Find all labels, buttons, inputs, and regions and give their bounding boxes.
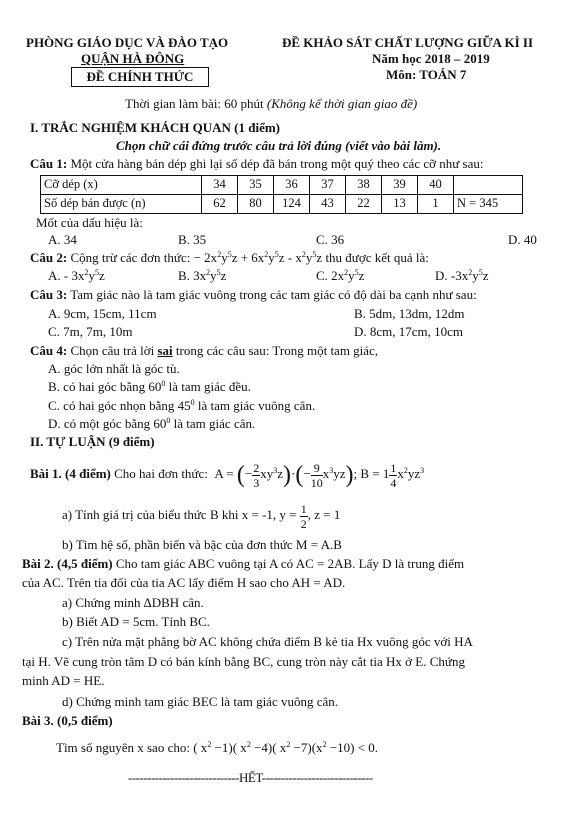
bai3-prompt bbox=[56, 740, 378, 756]
q2-option-c: C. $2x^2y^5z$ bbox=[316, 268, 365, 283]
section1-title: I. TRẮC NGHIỆM KHÁCH QUAN (1 điểm) bbox=[30, 120, 281, 135]
q1-text: Một cửa hàng bán dép ghi lại số dép đã bán trong một quý theo các cỡ như sau: bbox=[70, 156, 484, 171]
q2-prompt bbox=[30, 250, 429, 266]
q3-label: Câu 3: bbox=[30, 287, 68, 302]
bai2-label: Bài 2. (4,5 điểm) bbox=[22, 556, 113, 571]
bai2-part-c-line3: minh AD = HE. bbox=[22, 673, 105, 688]
q3-prompt bbox=[30, 287, 477, 303]
school-year: Năm học 2018 – 2019 bbox=[372, 51, 490, 66]
bai2-part-c-line1: c) Trên nửa mặt phẳng bờ AC không chứa điểm B kẻ tia Hx vuông góc với HA bbox=[62, 634, 473, 649]
q2-text-pre: Cộng trừ các đơn thức: bbox=[70, 250, 191, 265]
q1-option-d: D. 40 bbox=[508, 232, 537, 247]
bai1-prompt bbox=[30, 457, 424, 491]
bai3-text: Tìm số nguyên x sao cho: bbox=[56, 740, 190, 755]
q4-text-pre: Chọn câu trả lời bbox=[70, 343, 155, 358]
subject: Môn: TOÁN 7 bbox=[386, 67, 467, 82]
time-note: (Không kể thời gian giao đề) bbox=[266, 96, 418, 111]
size-cell: 35 bbox=[238, 176, 274, 195]
q4-label: Câu 4: bbox=[30, 343, 68, 358]
exam-title: ĐỀ KHẢO SÁT CHẤT LƯỢNG GIỮA KÌ II bbox=[282, 35, 534, 50]
time-limit: Thời gian làm bài: 60 phút bbox=[125, 96, 264, 111]
size-cell: 39 bbox=[382, 176, 418, 195]
q1-label: Câu 1: bbox=[30, 156, 68, 171]
size-cell: 38 bbox=[346, 176, 382, 195]
section1-instruction: Chọn chữ cái đứng trước câu trả lời đúng (viết vào bài làm). bbox=[116, 138, 442, 153]
q4-keyword: sai bbox=[157, 343, 173, 358]
q2-option-d: D. $-3x^2y^5z$ bbox=[435, 268, 489, 283]
section2-title: II. TỰ LUẬN (9 điểm) bbox=[30, 434, 155, 449]
q3-option-a: A. 9cm, 15cm, 11cm bbox=[48, 306, 157, 321]
size-cell: 36 bbox=[274, 176, 310, 195]
district-name: QUẬN HÀ ĐÔNG bbox=[81, 51, 185, 66]
time-line bbox=[125, 96, 417, 112]
q1-mode-question: Mốt của dấu hiệu là: bbox=[36, 215, 143, 230]
q4-option-b: B. có hai góc bằng $60^0$ là tam giác đều. bbox=[48, 379, 251, 394]
q2-label: Câu 2: bbox=[30, 250, 68, 265]
count-cell: 1 bbox=[418, 195, 454, 214]
q2-option-a: A. - $3x^2y^5z$ bbox=[48, 268, 105, 283]
bai1-label: Bài 1. (4 điểm) bbox=[30, 466, 111, 481]
count-cell: 22 bbox=[346, 195, 382, 214]
q4-option-a: A. góc lớn nhất là góc tù. bbox=[48, 361, 180, 376]
bai2-line1: Cho tam giác ABC vuông tại A có AC = 2AB. Lấy D là trung điểm bbox=[115, 556, 465, 571]
bai2-prompt bbox=[22, 556, 464, 572]
bai3-label: Bài 3. (0,5 điểm) bbox=[22, 713, 113, 728]
count-cell: 124 bbox=[274, 195, 310, 214]
table-header-size: Cỡ dép (x) bbox=[41, 176, 202, 195]
q1-option-a: A. 34 bbox=[48, 232, 77, 247]
bai3-inequality: ( $x^2 -1$)( $x^2 -4$)( $x^2 -7)(x^2 -10) < 0$. bbox=[193, 740, 379, 755]
q4-option-d: D. có một góc bằng $60^0$ là tam giác cân. bbox=[48, 416, 256, 431]
bai1-monomial-b: B = 1 $\frac{1}{4}$ $x^2yz^3$ bbox=[360, 460, 425, 490]
q3-text: Tam giác nào là tam giác vuông trong các tam giác có độ dài ba cạnh như sau: bbox=[70, 287, 477, 302]
department-name: PHÒNG GIÁO DỤC VÀ ĐÀO TẠO bbox=[26, 35, 229, 50]
size-cell: 40 bbox=[418, 176, 454, 195]
count-cell: 13 bbox=[382, 195, 418, 214]
q2-expression: − $2x^2y^5z + 6x^2y^5z - x^2y^5z$ bbox=[193, 250, 323, 265]
bai1-text: Cho hai đơn thức: bbox=[114, 466, 208, 481]
q1-prompt bbox=[30, 156, 483, 172]
bai2-part-b: b) Biết AD = 5cm. Tính BC. bbox=[62, 614, 210, 629]
q2-option-b: B. $3x^2y^5z$ bbox=[178, 268, 227, 283]
q1-option-b: B. 35 bbox=[178, 232, 207, 247]
bai2-part-a: a) Chứng minh ∆DBH cân. bbox=[62, 595, 204, 610]
q2-text-post: thu được kết quả là: bbox=[325, 250, 429, 265]
q3-option-b: B. 5dm, 13dm, 12dm bbox=[354, 306, 465, 321]
bai1-part-a: a) Tính giá trị của biểu thức B khi x = -1, y = $\frac{1}{2}$ , z = 1 bbox=[62, 501, 341, 531]
q1-option-c: C. 36 bbox=[316, 232, 345, 247]
bai2-part-c-line2: tại H. Vẽ cung tròn tâm D có bán kính bằng BC, cung tròn này cắt tia Hx ở E. Chứng bbox=[22, 654, 465, 669]
empty-cell bbox=[454, 176, 523, 195]
table-row bbox=[41, 195, 523, 214]
bai2-part-d: d) Chứng minh tam giác BEC là tam giác vuông cân. bbox=[62, 694, 339, 709]
size-cell: 34 bbox=[202, 176, 238, 195]
q3-option-d: D. 8cm, 17cm, 10cm bbox=[354, 324, 464, 339]
size-cell: 37 bbox=[310, 176, 346, 195]
table-header-count: Số dép bán được (n) bbox=[41, 195, 202, 214]
count-cell: 80 bbox=[238, 195, 274, 214]
q3-option-c: C. 7m, 7m, 10m bbox=[48, 324, 133, 339]
bai1-monomial-a: A = (− $\frac{2}{3}$ $xy^3z)\cdot(-$ $\frac{9}{10}$ $x^3yz$); bbox=[211, 460, 358, 490]
q4-text-post: trong các câu sau: Trong một tam giác, bbox=[175, 343, 379, 358]
count-cell: 43 bbox=[310, 195, 346, 214]
official-stamp: ĐỀ CHÍNH THỨC bbox=[71, 67, 209, 87]
bai1-part-b: b) Tìm hệ số, phần biến và bậc của đơn thức M = A.B bbox=[62, 537, 342, 552]
q4-prompt bbox=[30, 343, 378, 359]
count-cell: 62 bbox=[202, 195, 238, 214]
bai2-line2: của AC. Trên tia đối của tia AC lấy điểm H sao cho AH = AD. bbox=[22, 575, 346, 590]
q1-frequency-table bbox=[40, 175, 523, 214]
table-row bbox=[41, 176, 523, 195]
q4-option-c: C. có hai góc nhọn bằng $45^0$ là tam giác vuông cân. bbox=[48, 398, 316, 413]
total-cell: N = 345 bbox=[454, 195, 523, 214]
end-marker: -----------------------------HẾT----------------------------- bbox=[128, 770, 373, 785]
